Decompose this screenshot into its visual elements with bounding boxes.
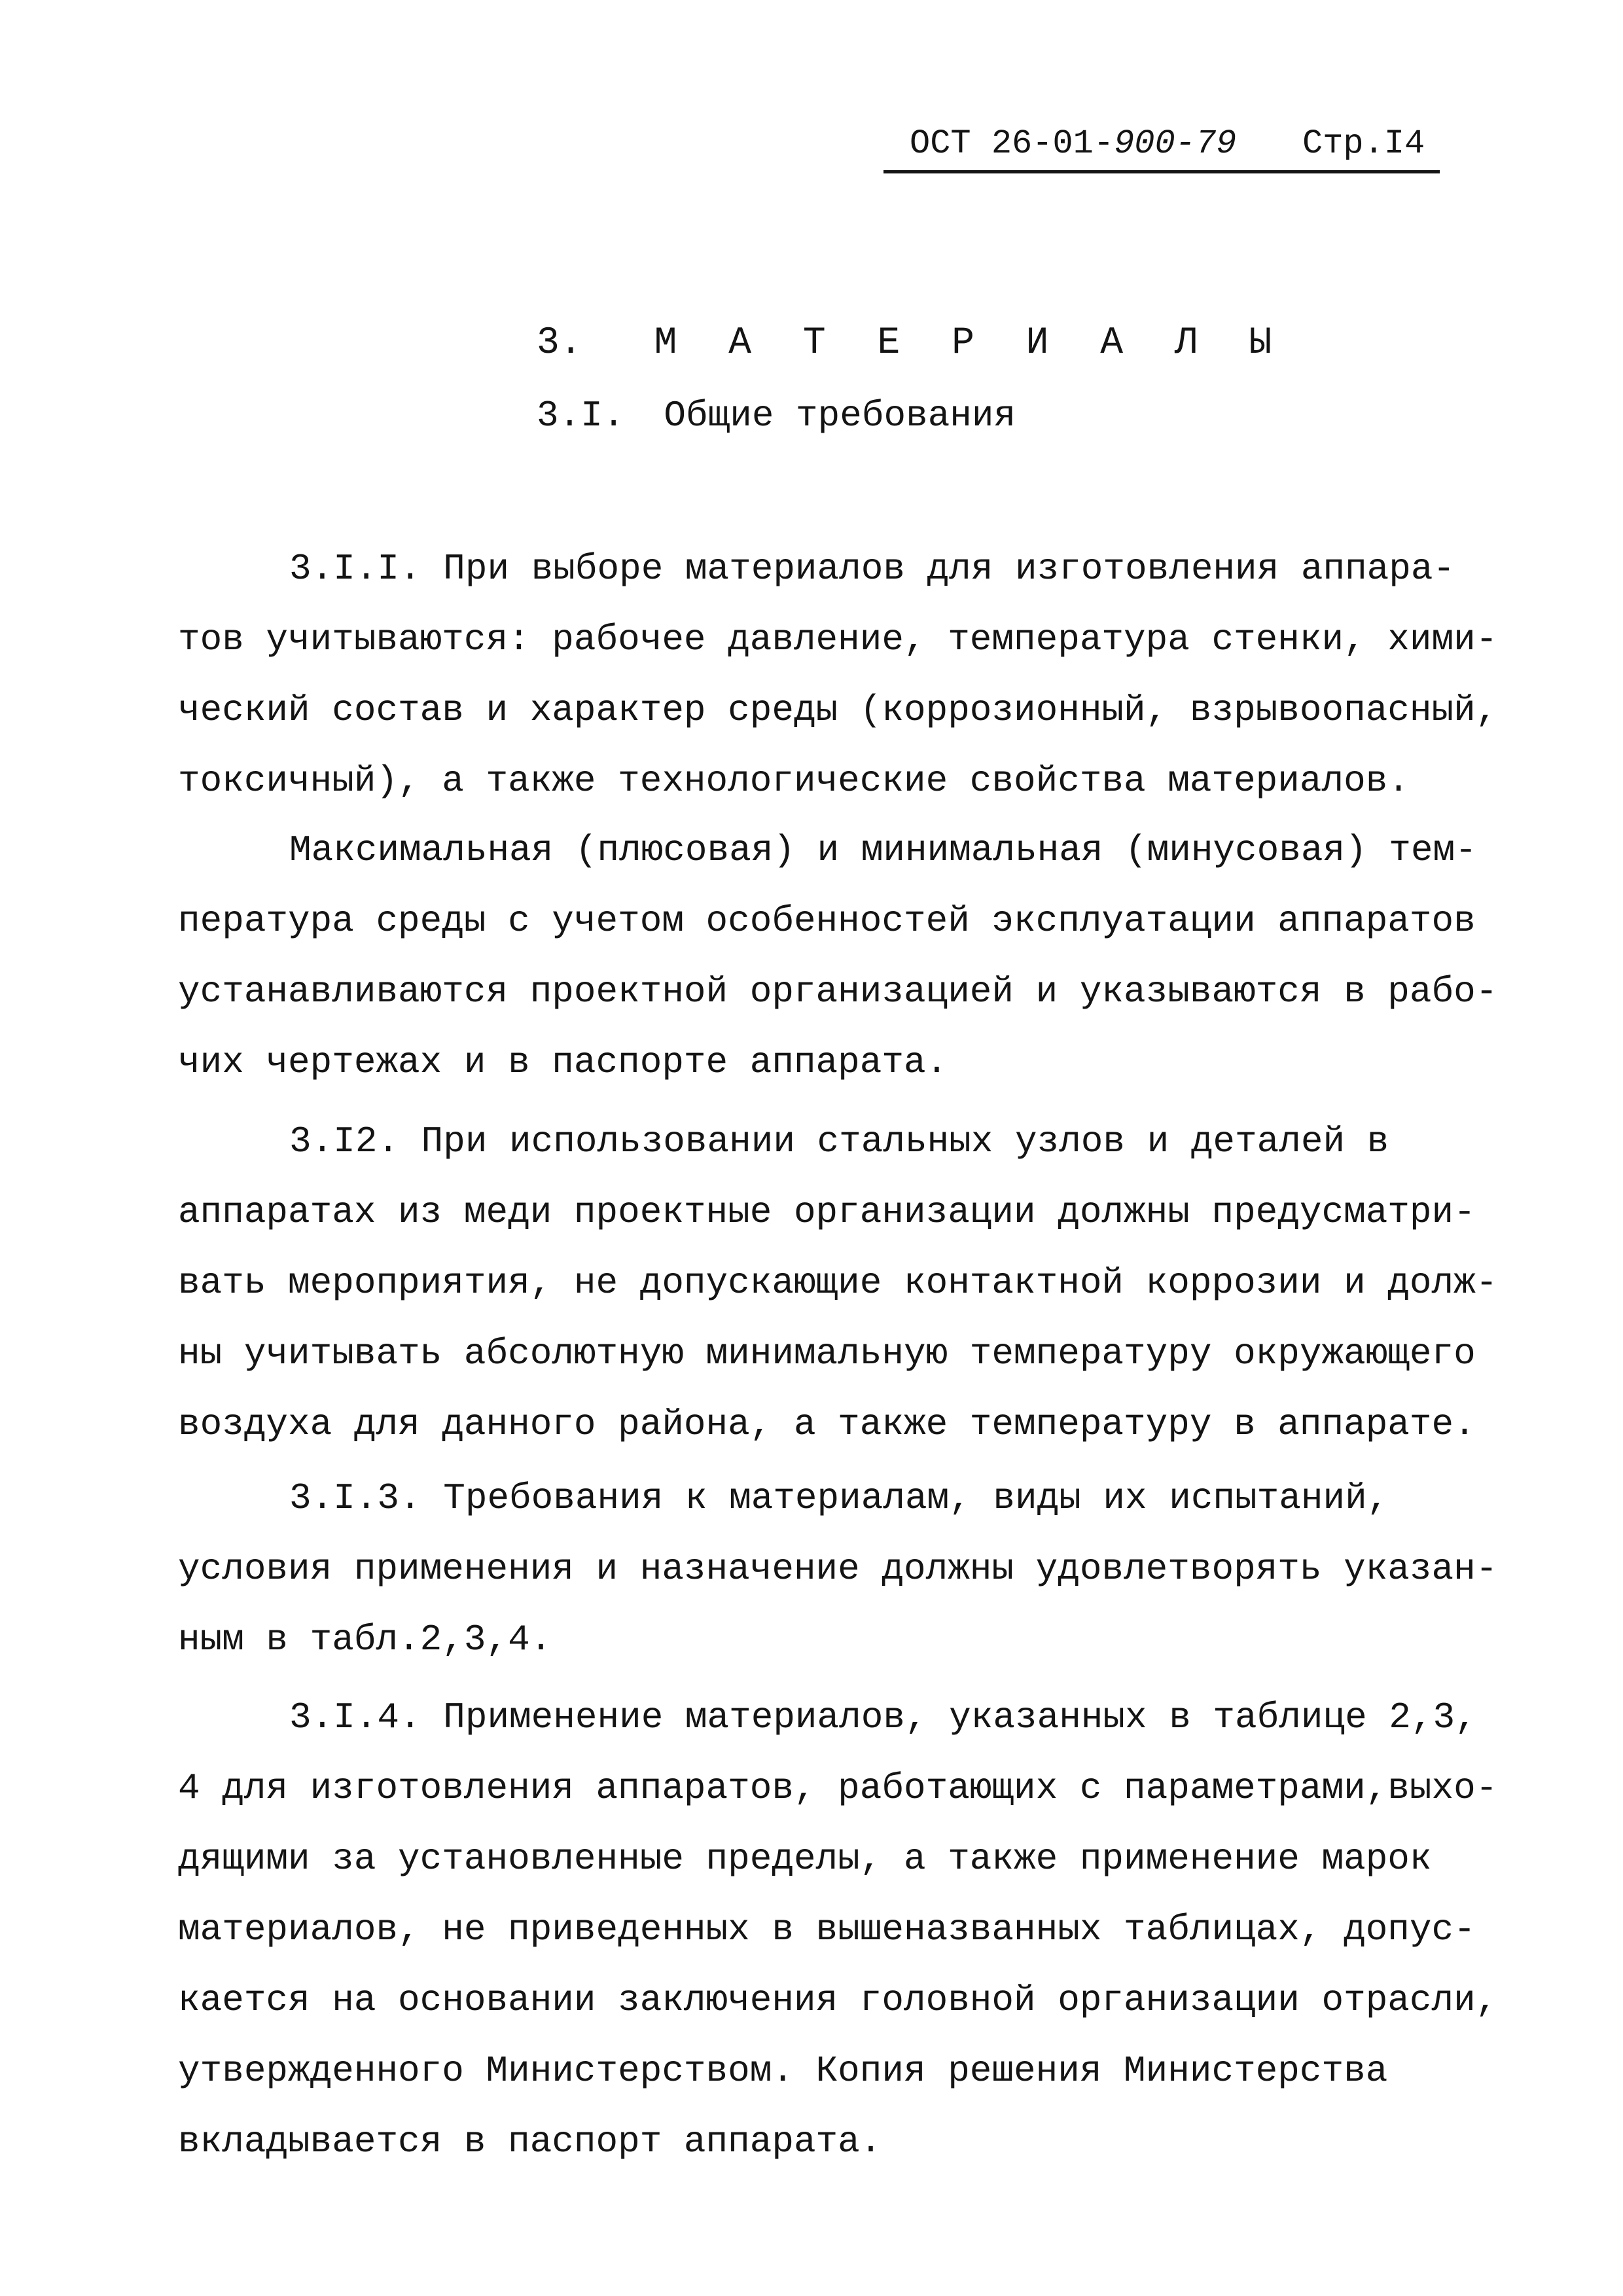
text-line: 4 для изготовления аппаратов, работающих с параметрами,выхо- bbox=[178, 1767, 1498, 1809]
paragraph-temperature bbox=[178, 815, 1498, 1098]
paragraph-3-1-1 bbox=[178, 533, 1498, 816]
text-line: условия применения и назначение должны удовлетворять указан- bbox=[178, 1548, 1498, 1590]
document-header bbox=[883, 118, 1440, 173]
text-line: вать мероприятия, не допускающие контактной коррозии и долж- bbox=[178, 1262, 1498, 1304]
text-line: 3.I.4. Применение материалов, указанных в таблице 2,3, bbox=[289, 1696, 1477, 1738]
text-line: Максимальная (плюсовая) и минимальная (минусовая) тем- bbox=[289, 829, 1477, 871]
text-line: токсичный), а также технологические свойства материалов. bbox=[178, 760, 1410, 802]
text-line: воздуха для данного района, а также температуру в аппарате. bbox=[178, 1403, 1476, 1445]
text-line: ным в табл.2,3,4. bbox=[178, 1619, 552, 1660]
text-line: утвержденного Министерством. Копия решения Министерства bbox=[178, 2050, 1388, 2092]
doc-code: ОСТ 26-01-900-79 bbox=[910, 124, 1237, 163]
text-line: кается на основании заключения головной организации отрасли, bbox=[178, 1979, 1498, 2021]
subsection-heading bbox=[537, 393, 1016, 439]
paragraph-3-1-2 bbox=[178, 1106, 1498, 1460]
text-line: пература среды с учетом особенностей эксплуатации аппаратов bbox=[178, 900, 1476, 942]
section-number: 3. bbox=[537, 322, 582, 365]
section-title: М А Т Е Р И А Л Ы bbox=[654, 322, 1287, 365]
text-line: ческий состав и характер среды (коррозионный, взрывоопасный, bbox=[178, 689, 1498, 731]
section-heading bbox=[537, 321, 1286, 367]
text-line: 3.I.I. При выборе материалов для изготовления аппара- bbox=[289, 548, 1455, 590]
text-line: материалов, не приведенных в вышеназванных таблицах, допус- bbox=[178, 1909, 1476, 1950]
doc-number: 900-79 bbox=[1114, 124, 1237, 163]
text-line: аппаратах из меди проектные организации должны предусматри- bbox=[178, 1191, 1476, 1233]
text-line: дящими за установленные пределы, а также применение марок bbox=[178, 1838, 1432, 1880]
text-line: тов учитываются: рабочее давление, температура стенки, хими- bbox=[178, 619, 1498, 660]
text-line: ны учитывать абсолютную минимальную температуру окружающего bbox=[178, 1333, 1476, 1374]
text-line: устанавливаются проектной организацией и указываются в рабо- bbox=[178, 971, 1498, 1013]
paragraph-3-1-3 bbox=[178, 1463, 1498, 1675]
subsection-number: 3.I. bbox=[537, 395, 625, 437]
text-line: чих чертежах и в паспорте аппарата. bbox=[178, 1041, 948, 1083]
page-number: Стр.I4 bbox=[1302, 124, 1425, 163]
text-line: 3.I2. При использовании стальных узлов и деталей в bbox=[289, 1121, 1389, 1162]
subsection-title: Общие требования bbox=[664, 395, 1016, 437]
paragraph-3-1-4 bbox=[178, 1682, 1498, 2177]
text-line: вкладывается в паспорт аппарата. bbox=[178, 2121, 882, 2162]
text-line: 3.I.3. Требования к материалам, виды их испытаний, bbox=[289, 1477, 1389, 1519]
